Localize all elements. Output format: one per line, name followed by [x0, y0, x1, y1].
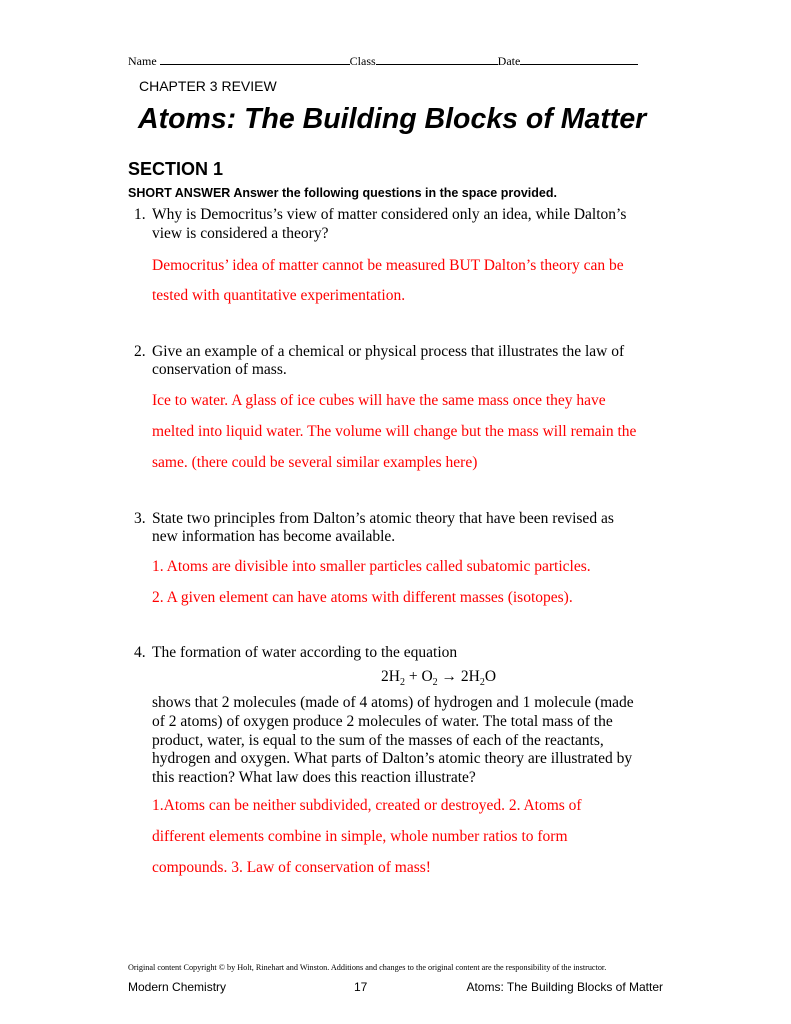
- answer-line: 2. A given element can have atoms with different masses (isotopes).: [152, 589, 573, 606]
- answer-line: different elements combine in simple, whole number ratios to form: [152, 828, 568, 845]
- question-number: 2.: [134, 343, 146, 360]
- name-field[interactable]: [160, 53, 350, 65]
- footer-chapter-title: Atoms: The Building Blocks of Matter: [466, 980, 663, 994]
- name-label: Name: [128, 54, 157, 68]
- question-line: product, water, is equal to the sum of the masses of each of the reactants,: [152, 732, 604, 749]
- instructions: SHORT ANSWER Answer the following questions in the space provided.: [128, 186, 557, 200]
- question-line: hydrogen and oxygen. What parts of Dalton’s atomic theory are illustrated by: [152, 750, 633, 767]
- question-line: shows that 2 molecules (made of 4 atoms) of hydrogen and 1 molecule (made: [152, 694, 634, 711]
- question-line: Why is Democritus’s view of matter considered only an idea, while Dalton’s: [152, 206, 627, 223]
- date-field[interactable]: [520, 53, 638, 65]
- class-label: Class: [349, 54, 376, 68]
- header-fields: [128, 52, 638, 70]
- question-line: this reaction? What law does this reaction illustrate?: [152, 769, 476, 786]
- page-number: 17: [354, 980, 368, 994]
- question-line: State two principles from Dalton’s atomic theory that have been revised as: [152, 510, 614, 527]
- answer-line: tested with quantitative experimentation.: [152, 287, 406, 304]
- question-number: 4.: [134, 644, 146, 661]
- question-number: 1.: [134, 206, 146, 223]
- section-heading: SECTION 1: [128, 159, 224, 179]
- question-number: 3.: [134, 510, 146, 527]
- answer-line: melted into liquid water. The volume will change but the mass will remain the: [152, 423, 637, 440]
- date-label: Date: [497, 54, 521, 68]
- question-line: conservation of mass.: [152, 361, 287, 378]
- answer-line: 1. Atoms are divisible into smaller particles called subatomic particles.: [152, 558, 591, 575]
- answer-line: Democritus’ idea of matter cannot be measured BUT Dalton’s theory can be: [152, 257, 624, 274]
- answer-line: compounds. 3. Law of conservation of mass!: [152, 859, 431, 876]
- chapter-label: CHAPTER 3 REVIEW: [139, 78, 277, 94]
- answer-line: same. (there could be several similar examples here): [152, 454, 478, 471]
- question-line: The formation of water according to the equation: [152, 644, 458, 661]
- footer-book-title: Modern Chemistry: [128, 980, 227, 994]
- answer-line: 1.Atoms can be neither subdivided, created or destroyed. 2. Atoms of: [152, 797, 582, 814]
- chemical-equation: $2H_2 + O_2 \to 2H_2O$: [381, 668, 497, 689]
- question-line: view is considered a theory?: [152, 225, 329, 242]
- answer-line: Ice to water. A glass of ice cubes will have the same mass once they have: [152, 392, 606, 409]
- page-title: Atoms: The Building Blocks of Matter: [138, 103, 647, 135]
- question-line: new information has become available.: [152, 528, 396, 545]
- copyright-notice: Original content Copyright © by Holt, Rinehart and Winston. Additions and changes to the original content are the responsibility of the instructor.: [128, 963, 607, 972]
- class-field[interactable]: [376, 53, 498, 65]
- question-line: Give an example of a chemical or physical process that illustrates the law of: [152, 343, 625, 360]
- question-line: of 2 atoms) of oxygen produce 2 molecules of water. The total mass of the: [152, 713, 613, 730]
